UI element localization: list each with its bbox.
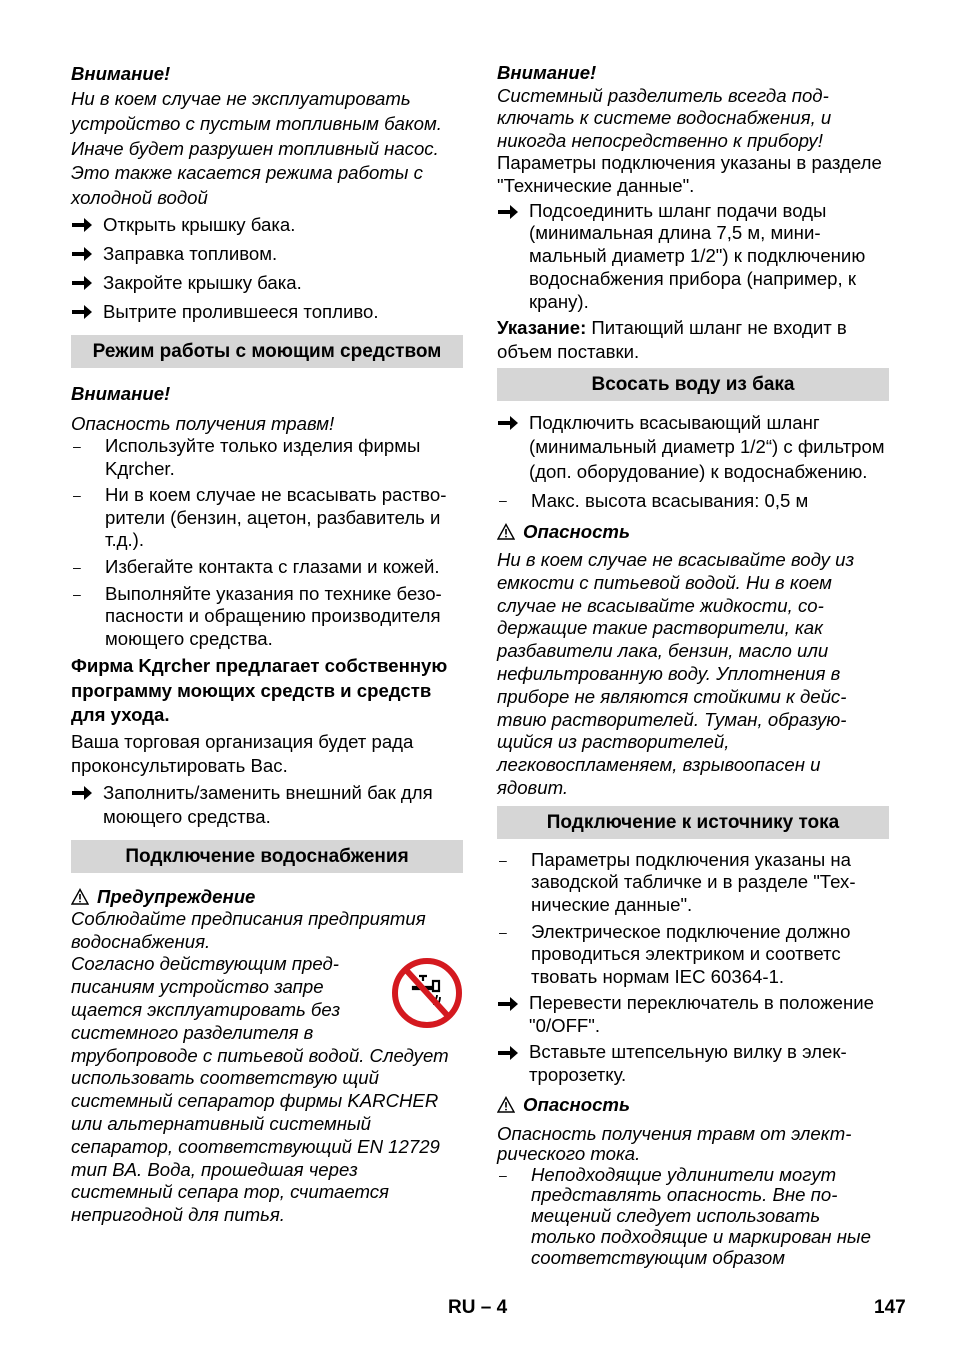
left-column [71, 62, 463, 1227]
danger-heading: Опасность [497, 1093, 889, 1116]
right-column [497, 62, 889, 1269]
arrow-icon [497, 996, 519, 1012]
list-item: – Ни в коем случае не всасывать растворители (бензин, ацетон, разбавитель и т.д.). [73, 484, 447, 551]
list-item: – Избегайте контакта с глазами и кожей. [73, 555, 440, 577]
footer-page-number: 147 [874, 1297, 906, 1318]
arrow-icon [71, 304, 93, 320]
attention-text: Системный разделитель всегда подключать к системе водоснабжения, и никогда непосредственно к прибору! [497, 84, 832, 151]
list-item: – Неподходящие удлинители могут представлять опасность. Вне помещений следует использовать только подходящие и маркирован ные соответствующим образом [499, 1163, 871, 1268]
warning-heading: Предупреждение [71, 885, 463, 908]
list-item: – Используйте только изделия фирмы Kдrcher. [73, 434, 421, 479]
arrow-icon [497, 415, 519, 431]
warning-triangle-icon [71, 888, 89, 905]
arrow-icon [71, 217, 93, 233]
list-item: – Выполняйте указания по технике безопасности и обращению производителя моющего средства. [73, 582, 442, 649]
footer-language-page: RU – 4 [448, 1297, 508, 1318]
refuel-steps [71, 213, 463, 325]
step-item: Подсоединить шланг подачи воды (минимальная длина 7,5 м, минимальный диаметр 1/2") к подключению водоснабжения прибора (например, к крану). [497, 200, 889, 314]
step-item: Открыть крышку бака. [71, 213, 463, 238]
attention-label: Внимание! [497, 62, 597, 83]
warning-body: Соблюдайте предписания предприятия водоснабжения. Согласно действующим предписаниям устройство запре щается эксплуатировать без системного разделителя в трубопроводе с питьевой водой. Следует использовать соответствую щий системный сепаратор фирмы KARCHER или альтернативный системный сепаратор, соответствующий EN 12729 тип BA. Вода, прошедшая через системный сепара тор, считается непригодной для питья. [71, 908, 463, 1227]
attention-label: Внимание! [71, 63, 171, 84]
attention-label: Внимание! [71, 382, 171, 404]
attention-text: Ни в коем случае не эксплуатировать устройство с пустым топливным баком. Иначе будет разрушен топливный насос. Это также касается режима работы с холодной водой [71, 88, 442, 209]
note-text: Указание: Питающий шланг не входит в объем поставки. [497, 316, 847, 362]
step-item: Вытрите пролившееся топливо. [71, 300, 463, 325]
arrow-icon [71, 785, 93, 801]
power-list [497, 849, 889, 1087]
list-item: – Макс. высота всасывания: 0,5 м [499, 489, 809, 511]
no-drinking-water-icon [391, 957, 463, 1029]
arrow-icon [497, 1045, 519, 1061]
arrow-icon [497, 204, 519, 220]
section-heading-power: Подключение к источнику тока [497, 806, 889, 839]
arrow-icon [71, 275, 93, 291]
step-item: Вставьте штепсельную вилку в электророзетку. [497, 1041, 889, 1086]
dealer-text: Ваша торговая организация будет рада проконсультировать Вас. [71, 730, 414, 777]
danger-text: Ни в коем случае не всасывайте воду из емкости с питьевой водой. Ни в коем случае не всасывайте жидкости, содержащие такие растворители, как разбавители лака, бензин, масло или нефильтрованную воду. Уплотнения в приборе не являются стойкими к действию растворителей. Туман, образующийся из растворителей, легковоспламеняем, взрывоопасен и ядовит. [497, 548, 855, 798]
step-item: Перевести переключатель в положение "0/OFF". [497, 992, 889, 1037]
arrow-icon [71, 246, 93, 262]
section-heading-water: Подключение водоснабжения [71, 840, 463, 873]
warning-triangle-icon [497, 1096, 515, 1113]
list-item: – Электрическое подключение должно проводиться электриком и соответс твовать нормам IEC 60364-1. [499, 920, 851, 987]
attention-text: Опасность получения травм! [71, 412, 335, 434]
warning-triangle-icon [497, 523, 515, 540]
section-heading-detergent: Режим работы с моющим средством [71, 335, 463, 368]
detergent-list [71, 435, 463, 650]
step-item: Закройте крышку бака. [71, 271, 463, 296]
step-item: Подключить всасывающий шланг (минимальный диаметр 1/2“) с фильтром (доп. оборудование) к водоснабжению. [497, 411, 889, 485]
step-item: Заполнить/заменить внешний бак для моющего средства. [71, 781, 463, 830]
list-item: – Параметры подключения указаны на заводской табличке и в разделе "Технические данные". [499, 848, 856, 915]
karcher-program-text: Фирма Kдrcher предлагает собственную программу моющих средств и средств для ухода. [71, 655, 448, 726]
section-heading-suction: Всосать воду из бака [497, 368, 889, 401]
danger-text: Опасность получения травм от электрического тока. [497, 1122, 852, 1165]
danger-heading: Опасность [497, 520, 889, 543]
step-item: Заправка топливом. [71, 242, 463, 267]
params-text: Параметры подключения указаны в разделе "Технические данные". [497, 152, 882, 196]
